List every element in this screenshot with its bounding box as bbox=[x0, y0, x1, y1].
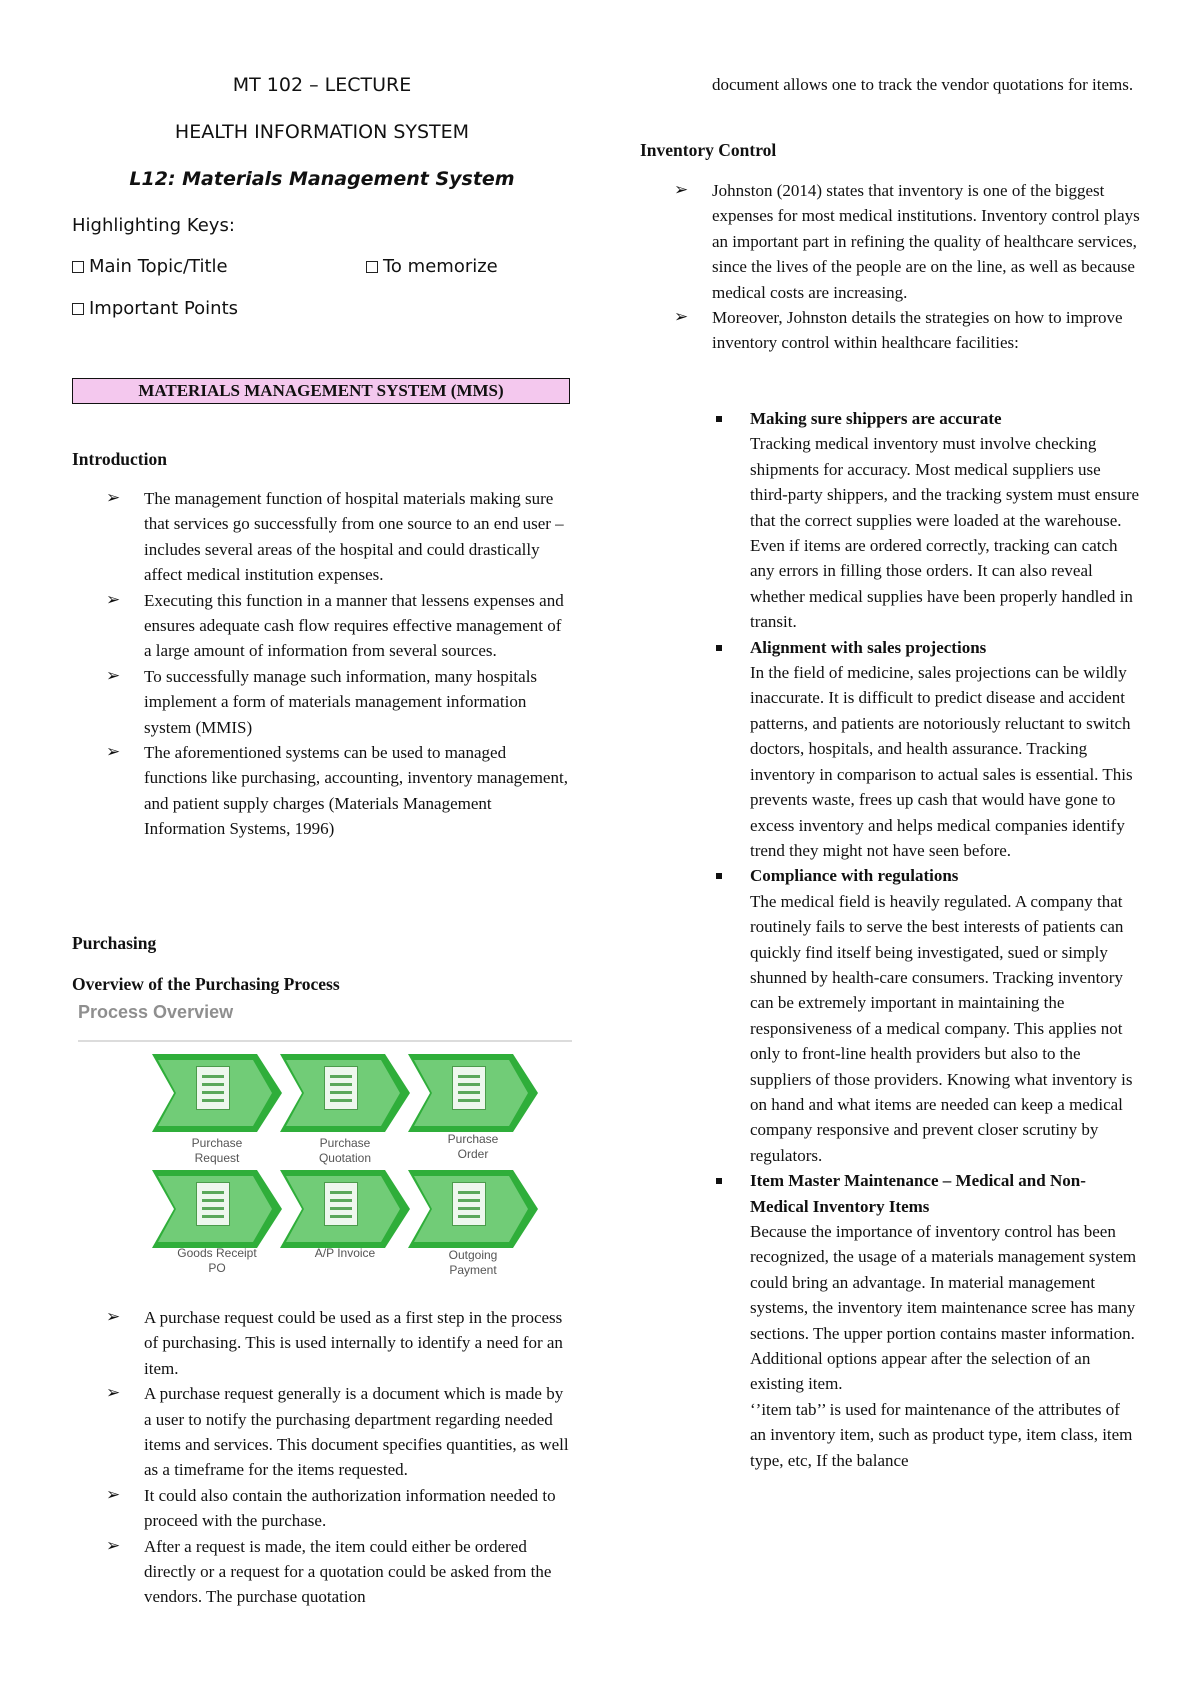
strategy-item bbox=[640, 406, 1140, 635]
step-purchase-order bbox=[408, 1054, 528, 1134]
inventory-list bbox=[640, 178, 1140, 356]
purchasing-list bbox=[72, 1305, 572, 1610]
introduction-list bbox=[72, 486, 572, 842]
document-icon bbox=[324, 1066, 358, 1110]
strategy-title: Making sure shippers are accurate bbox=[750, 409, 1002, 428]
strategy-body-continued: ‘’item tab’’ is used for maintenance of the attributes of an inventory item, such as product type, item class, item type, etc, If the balance bbox=[750, 1399, 1133, 1470]
payment-icon bbox=[452, 1182, 486, 1226]
step-outgoing-payment bbox=[408, 1170, 528, 1250]
truck-icon bbox=[196, 1182, 230, 1226]
invoice-icon bbox=[324, 1182, 358, 1226]
step-label: A/P Invoice bbox=[314, 1246, 376, 1260]
lesson-title: L12: Materials Management System bbox=[129, 168, 515, 190]
step-label: Purchase Order bbox=[447, 1132, 499, 1161]
step-goods-receipt bbox=[152, 1170, 272, 1250]
inventory-heading: Inventory Control bbox=[640, 140, 777, 160]
purchasing-heading: Purchasing bbox=[72, 933, 157, 953]
strategy-body: Tracking medical inventory must involve checking shipments for accuracy. Most medical suppliers use third-party shippers, and the tracking system must ensure that the correct supplies were loaded at the warehouse. Even if items are ordered correctly, tracking can catch any errors in filling those orders. It can also reveal whether medical supplies have been properly handled in transit. bbox=[750, 434, 1140, 632]
introduction-heading: Introduction bbox=[72, 449, 167, 469]
strategy-item bbox=[640, 635, 1140, 864]
divider bbox=[78, 1040, 572, 1042]
checkbox-icon bbox=[72, 303, 84, 315]
list-item: ➢ It could also contain the authorization information needed to proceed with the purchase. bbox=[72, 1483, 572, 1534]
main-title-box: MATERIALS MANAGEMENT SYSTEM (MMS) bbox=[72, 378, 570, 404]
list-item: ➢ To successfully manage such information, many hospitals implement a form of materials management information system (MMIS) bbox=[72, 664, 572, 740]
list-item: ➢ Executing this function in a manner that lessens expenses and ensures adequate cash flow requires effective management of a large amount of information from several sources. bbox=[72, 588, 572, 664]
step-label: Goods Receipt PO bbox=[177, 1246, 257, 1275]
key-to-memorize: To memorize bbox=[366, 256, 498, 277]
step-ap-invoice bbox=[280, 1170, 400, 1250]
subject-title: HEALTH INFORMATION SYSTEM bbox=[174, 121, 470, 143]
step-purchase-quotation bbox=[280, 1054, 400, 1134]
diagram-title: Process Overview bbox=[78, 1002, 234, 1022]
strategy-body: Because the importance of inventory control has been recognized, the usage of a materials management system could bring an advantage. In material management systems, the inventory item maintenance scree has many sections. The upper portion contains master information. Additional options appear after the selection of an existing item. bbox=[750, 1222, 1137, 1394]
strategy-title: Alignment with sales projections bbox=[750, 637, 987, 657]
strategy-body: In the field of medicine, sales projections can be wildly inaccurate. It is difficult to predict disease and accident patterns, and patients are notoriously reluctant to switch doctors, hospitals, and health assurance. Tracking inventory in comparison to actual sales is essential. This prevents waste, frees up cash that would have gone to excess inventory and helps medical companies identify trend they might not have seen before. bbox=[750, 663, 1133, 860]
checkbox-icon bbox=[366, 261, 378, 273]
checkbox-icon bbox=[72, 261, 84, 273]
purchasing-subheading: Overview of the Purchasing Process bbox=[72, 974, 340, 994]
strategies-list bbox=[640, 406, 1140, 1473]
strategy-item bbox=[640, 1168, 1140, 1473]
list-item: ➢ After a request is made, the item could either be ordered directly or a request for a quotation could be asked from the vendors. The purchase quotation bbox=[72, 1534, 572, 1610]
strategy-title: Item Master Maintenance – Medical and Non-Medical Inventory Items bbox=[750, 1171, 1086, 1216]
list-item: ➢ A purchase request generally is a document which is made by a user to notify the purchasing department regarding needed items and services. This document specifies quantities, as well as a timeframe for the items requested. bbox=[72, 1381, 572, 1483]
strategy-title: Compliance with regulations bbox=[750, 866, 959, 886]
highlighting-label: Highlighting Keys: bbox=[72, 215, 235, 236]
key-important-points: Important Points bbox=[72, 298, 238, 319]
course-title: MT 102 – LECTURE bbox=[232, 74, 412, 96]
list-item: ➢ The management function of hospital materials making sure that services go successfully from one source to an end user – includes several areas of the hospital and could drastically affect medical institution expenses. bbox=[72, 486, 572, 588]
quotation-continuation: document allows one to track the vendor quotations for items. bbox=[712, 75, 1134, 94]
step-label: Purchase Quotation bbox=[318, 1136, 372, 1165]
key-main-topic: Main Topic/Title bbox=[72, 256, 228, 277]
step-label: Outgoing Payment bbox=[448, 1248, 498, 1277]
process-overview-diagram bbox=[72, 1002, 572, 1277]
step-purchase-request bbox=[152, 1054, 272, 1134]
strategy-item bbox=[640, 863, 1140, 1168]
document-icon bbox=[196, 1066, 230, 1110]
list-item: ➢ Moreover, Johnston details the strategies on how to improve inventory control within healthcare facilities: bbox=[640, 305, 1140, 356]
list-item: ➢ The aforementioned systems can be used to managed functions like purchasing, accounting, inventory management, and patient supply charges (Materials Management Information Systems, 1996) bbox=[72, 740, 572, 842]
document-icon bbox=[452, 1066, 486, 1110]
list-item: ➢ Johnston (2014) states that inventory is one of the biggest expenses for most medical institutions. Inventory control plays an important part in refining the quality of healthcare services, since the lives of the people are on the line, as well as because medical costs are increasing. bbox=[640, 178, 1140, 305]
list-item: ➢ A purchase request could be used as a first step in the process of purchasing. This is used internally to identify a need for an item. bbox=[72, 1305, 572, 1381]
strategy-body: The medical field is heavily regulated. A company that routinely fails to serve the best interests of patients can quickly find itself being investigated, sued or simply shunned by health-care consumers. Tracking inventory can be extremely important in maintaining the responsiveness of a medical company. This applies not only to front-line health providers but also to the suppliers of those providers. Knowing what inventory is on hand and what items are needed can keep a medical company responsive and prevent closer scrutiny by regulators. bbox=[750, 891, 1133, 1165]
step-label: Purchase Request bbox=[191, 1136, 243, 1165]
